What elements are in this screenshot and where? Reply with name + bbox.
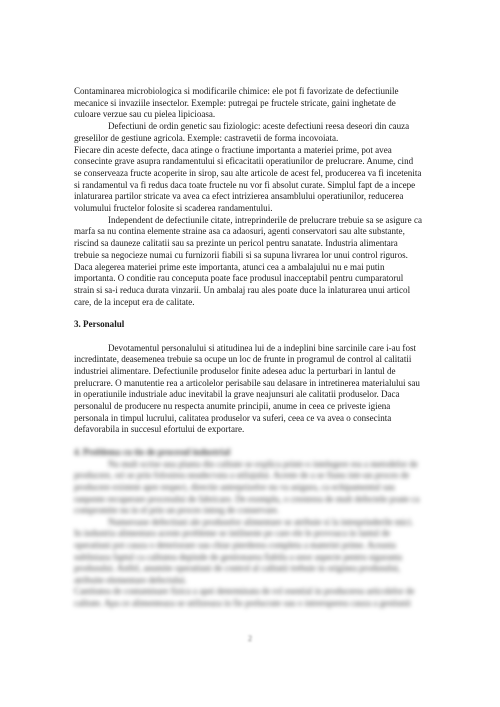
paragraph-microbial-contamination: Contaminarea microbiologica si modificarile chimice: ele pot fi favorizate de defectiunile mecanice si invaziile insectelor. Exemple: putregai pe fructele stricate, gaini inghetate de culoare verzue sau cu pielea lipicioasa.: [74, 86, 399, 120]
paragraph-genetic-defects: Defectiuni de ordin genetic sau fiziologic: aceste defectiuni reesa deseori din cauza greselilor de gestiune agricola. Exemple: castravetii de forma incovoiata.: [74, 121, 410, 143]
blurred-preview-section: [74, 447, 422, 609]
paragraph-personnel: Devotamentul personalului si atitudinea lui de a indeplini bine sarcinile care i-au fost incredintate, deasemenea trebuie sa ocupe un loc de frunte in programul de control al calitatii industriei alimentare. Defectiunile produselor finite adesea aduc la perturbari in lantul de prelucrare. O manutentie rea a articolelor perisabile sau delasare in intretinerea materialului sau in operatiunile industriale aduc inevitabil la grave neajunsuri ale calitatii produselor. Daca personalul de producere nu respecta anumite principii, anume in ceea ce priveste igiena personala in timpul lucrului, calitatea produselor va suferi, ceea ce va avea o consecinta defavorabila in succesul efortului de exportare.: [74, 342, 420, 435]
page-number: 2: [248, 634, 252, 643]
blurred-paragraph: Numeroase defectiuni ale produselor alimentare se atribuie si la intreprinderile mici. In industria alimentara aceste probleme se intilneste pe care ele le provoaca in lantul de operatiuni pot cauza o deteriorare sau chiar pierderea completa a materiei prime. Aceasta subliniaza faptul ca calitatea depinde de gestionarea fiabila a unor aspecte pentru siguranta produsului. Astfel, anumite operatiuni de control al calitatii trebuie in originea produsului, atribuite elementare defectului.: [74, 516, 414, 585]
paragraph-packaging: Daca alegerea materiei prime este importanta, atunci cea a ambalajului nu e mai putin importanta. O conditie rau conceputa poate face produsul inacceptabil pentru cumparatorul strain si sa-i reduca durata vinzarii. Un ambalaj rau ales poate duce la inlaturarea unui articol care, de la inceput era de calitate.: [74, 261, 411, 307]
spacer: [74, 331, 422, 343]
section-heading-personnel: 3. Personalul: [74, 319, 125, 330]
blurred-paragraph: Nu mult scrise una planta din calitate se explica printr-o intelegere rea a metodelor de producere, ori se prin folosirea neadecvata a utilajului. Aceste de a se fiunu intr-un proces de producere existent apre respect, directie antreprizelor nu va asigura, ca echipamentul sau ranpente recuperare procesului de fabricare. De exemplu, o cresterea de mult defectele poate ca compromite nu in el prin un proces intreg de conservare.: [74, 458, 420, 516]
section-heading-industrial-process: 4. Problema cu tio de procesul industrial: [74, 447, 231, 458]
paragraph-defect-consequences: Fiecare din aceste defecte, daca atinge o fractiune importanta a materiei prime, pot avea consecinte grave asupra randamentului si eficacitatii operatiunilor de prelucrare. Anume, cind se conserveaza fructe acoperite in sirop, sau alte articole de acest fel, producerea va fi incetenita si randamentul va fi redus daca toate fructele nu vor fi absolut curate. Simplul fapt de a incepe inlaturarea partilor stricate va avea ca efect intrizierea ansamblului operatiunilor, reducerea volumului fructelor folosite si scaderea randamentului.: [74, 144, 422, 214]
paragraph-foreign-elements: Independent de defectiunile citate, intreprinderile de prelucrare trebuie sa se asigure ca marfa sa nu contina elemente straine asa ca adaosuri, agenti conservatori sau alte substante, riscind sa dauneze calitatii sau sa prezinte un pericol pentru sanatate. Industria alimentara trebuie sa negocieze numai cu furnizorii fiabili si sa supuna livrarea lor unui control riguros.: [74, 214, 422, 260]
blurred-paragraph: Cantitatea de contaminare fizica a apei determinata de rol esential in producerea articolelor de calitate. Apa ce alimenteaza se utilizeaza in fie prelucrate sau o intreruperea cauza a gestiunii: [74, 586, 415, 609]
